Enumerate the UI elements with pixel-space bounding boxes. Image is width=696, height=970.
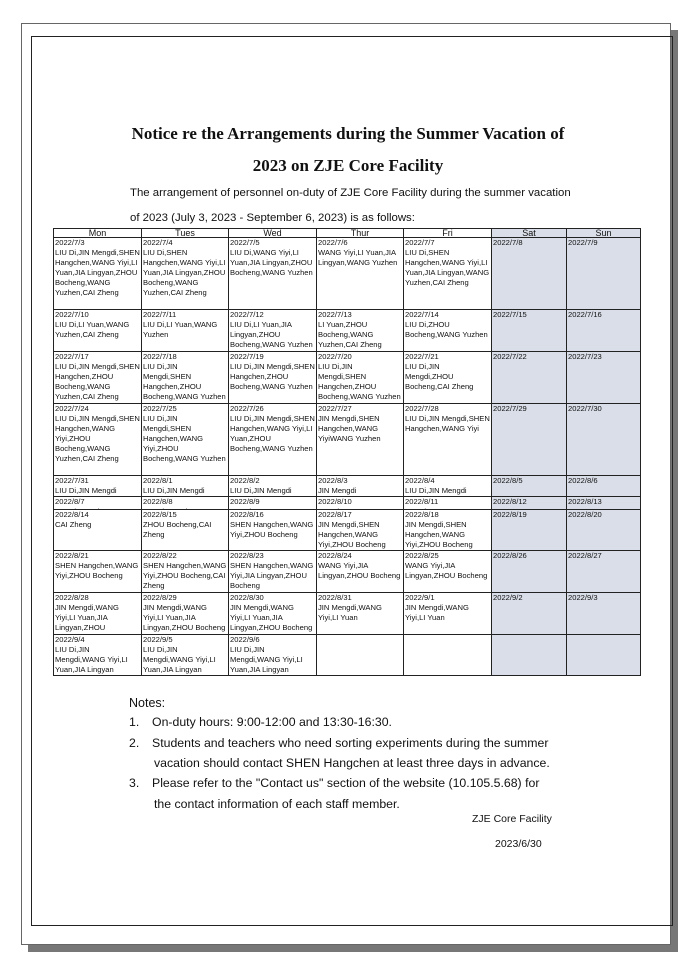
column-header-sun: Sun [567, 229, 641, 238]
cell-date: 2022/7/17 [55, 352, 89, 361]
cell-date: 2022/7/25 [143, 404, 177, 413]
cell-date: 2022/8/12 [493, 497, 527, 506]
cell-date: 2022/8/11 [405, 497, 439, 506]
cell-date: 2022/9/4 [55, 635, 85, 644]
schedule-cell [54, 635, 142, 676]
cell-date: 2022/8/5 [493, 476, 523, 485]
schedule-cell [317, 497, 404, 510]
cell-staff: LIU Di,JIN Mengdi,SHEN Hangchen,WANG Yiyi,ZHOU Bocheng,WANG Yuzhen,CAI Zheng [55, 414, 140, 463]
cell-date: 2022/7/26 [230, 404, 264, 413]
cell-date: 2022/7/28 [405, 404, 439, 413]
table-row [54, 404, 641, 476]
table-row [54, 593, 641, 635]
cell-staff [143, 507, 203, 509]
schedule-cell [404, 635, 492, 676]
table-row [54, 551, 641, 593]
schedule-cell [54, 352, 142, 404]
cell-staff: LI Yuan,ZHOU Bocheng,WANG Yuzhen,CAI Zheng [318, 320, 382, 349]
cell-staff: LIU Di,LI Yuan,WANG Yuzhen [143, 320, 218, 339]
cell-date: 2022/9/5 [143, 635, 173, 644]
schedule-cell [54, 497, 142, 510]
cell-date: 2022/8/8 [143, 497, 173, 506]
cell-date: 2022/8/9 [230, 497, 260, 506]
signature-date: 2023/6/30 [495, 838, 542, 850]
schedule-cell [54, 593, 142, 635]
signature-organization: ZJE Core Facility [472, 813, 552, 825]
cell-date: 2022/7/21 [405, 352, 439, 361]
schedule-cell [317, 635, 404, 676]
schedule-cell [567, 551, 641, 593]
table-row [54, 310, 641, 352]
schedule-cell [317, 476, 404, 497]
cell-date: 2022/8/14 [55, 510, 89, 519]
cell-date: 2022/8/2 [230, 476, 260, 485]
schedule-cell [492, 404, 567, 476]
cell-date: 2022/7/11 [143, 310, 177, 319]
schedule-cell [142, 593, 229, 635]
column-header-sat: Sat [492, 229, 567, 238]
schedule-cell [404, 310, 492, 352]
note-number: 1. [129, 715, 140, 729]
cell-date: 2022/7/10 [55, 310, 89, 319]
cell-date: 2022/7/31 [55, 476, 89, 485]
cell-staff: LIU Di,JIN Mengdi,SHEN Hangchen,WANG Yiyi,ZHOU Bocheng,WANG Yuzhen [143, 414, 226, 463]
schedule-cell [142, 510, 229, 551]
schedule-cell [54, 310, 142, 352]
table-row [54, 352, 641, 404]
cell-date: 2022/8/10 [318, 497, 352, 506]
cell-staff: JIN Mengdi,WANG Yiyi,LI Yuan [318, 603, 382, 622]
cell-date: 2022/8/19 [493, 510, 527, 519]
cell-date: 2022/7/29 [493, 404, 527, 413]
cell-date: 2022/8/24 [318, 551, 352, 560]
column-header-wed: Wed [229, 229, 317, 238]
note-text-line: Please refer to the "Contact us" section of the website (10.105.5.68) for [152, 776, 540, 790]
schedule-cell [404, 497, 492, 510]
cell-date: 2022/7/19 [230, 352, 264, 361]
cell-date: 2022/7/4 [143, 238, 173, 247]
table-header-row [54, 229, 641, 238]
table-row [54, 476, 641, 497]
cell-date: 2022/7/6 [318, 238, 348, 247]
notice-title-line-2: 2023 on ZJE Core Facility [252, 156, 444, 175]
cell-date: 2022/8/25 [405, 551, 439, 560]
cell-date: 2022/7/20 [318, 352, 352, 361]
schedule-cell [567, 593, 641, 635]
schedule-cell [142, 238, 229, 310]
cell-staff: LIU Di,LI Yuan,WANG Yuzhen,CAI Zheng [55, 320, 130, 339]
cell-staff: WANG Yiyi,LI Yuan,JIA Lingyan,WANG Yuzhen [318, 248, 398, 267]
schedule-cell [492, 310, 567, 352]
schedule-cell [404, 238, 492, 310]
cell-date: 2022/7/9 [568, 238, 598, 247]
cell-date: 2022/9/1 [405, 593, 435, 602]
schedule-cell [229, 238, 317, 310]
schedule-cell [317, 238, 404, 310]
duty-schedule-table [53, 228, 641, 676]
column-header-tues: Tues [142, 229, 229, 238]
cell-staff: JIN Mengdi,WANG Yiyi,LI Yuan,JIA Lingyan,ZHOU [55, 603, 119, 632]
note-text-line: vacation should contact SHEN Hangchen at least three days in advance. [154, 756, 550, 770]
schedule-cell [492, 635, 567, 676]
cell-date: 2022/7/23 [568, 352, 602, 361]
schedule-cell [567, 310, 641, 352]
schedule-cell [492, 510, 567, 551]
column-header-fri: Fri [404, 229, 492, 238]
cell-staff: SHEN Hangchen,WANG Yiyi,ZHOU Bocheng [230, 520, 314, 539]
note-number: 3. [129, 776, 140, 790]
schedule-cell [492, 476, 567, 497]
cell-staff: JIN Mengdi,SHEN Hangchen,WANG Yiyi,ZHOU Bocheng [318, 520, 386, 549]
cell-date: 2022/8/15 [143, 510, 177, 519]
schedule-cell [229, 551, 317, 593]
cell-staff: LIU Di,SHEN Hangchen,WANG Yiyi,LI Yuan,JIA Lingyan,ZHOU Bocheng,WANG Yuzhen,CAI Zheng [143, 248, 226, 297]
schedule-cell [229, 497, 317, 510]
schedule-cell [404, 593, 492, 635]
cell-date: 2022/7/30 [568, 404, 602, 413]
schedule-cell [229, 593, 317, 635]
cell-staff: CAI Zheng [55, 520, 92, 529]
cell-staff: WANG Yiyi,JIA Lingyan,ZHOU Bocheng [318, 561, 401, 580]
intro-line-1: The arrangement of personnel on-duty of ZJE Core Facility during the summer vacation [130, 187, 571, 199]
cell-staff: JIN Mengdi [318, 486, 357, 495]
cell-staff: LIU Di,JIN Mengdi,SHEN Hangchen,WANG Yiyi [405, 414, 490, 433]
intro-line-2: of 2023 (July 3, 2023 - September 6, 2023) is as follows: [130, 212, 415, 224]
note-text-line: On-duty hours: 9:00-12:00 and 13:30-16:30. [152, 715, 392, 729]
schedule-cell [142, 310, 229, 352]
table-row [54, 497, 641, 510]
cell-staff: LIU Di,JIN Mengdi,WANG Yiyi,LI Yuan,JIA Lingyan [55, 645, 128, 674]
cell-date: 2022/8/31 [318, 593, 352, 602]
cell-date: 2022/8/6 [568, 476, 598, 485]
cell-date: 2022/8/23 [230, 551, 264, 560]
cell-staff: LIU Di,LI Yuan,JIA Lingyan,ZHOU Bocheng,WANG Yuzhen [230, 320, 313, 349]
schedule-cell [229, 476, 317, 497]
schedule-cell [317, 310, 404, 352]
schedule-cell [317, 510, 404, 551]
schedule-cell [229, 310, 317, 352]
cell-date: 2022/7/13 [318, 310, 352, 319]
schedule-cell [567, 352, 641, 404]
cell-staff: SHEN Hangchen,WANG Yiyi,JIA Lingyan,ZHOU Bocheng [230, 561, 314, 590]
cell-staff: LIU Di,WANG Yiyi,LI Yuan,JIA Lingyan,ZHOU Bocheng,WANG Yuzhen [230, 248, 313, 277]
schedule-cell [317, 352, 404, 404]
schedule-cell [567, 510, 641, 551]
cell-date: 2022/7/12 [230, 310, 264, 319]
cell-date: 2022/7/15 [493, 310, 527, 319]
cell-date: 2022/7/3 [55, 238, 85, 247]
cell-date: 2022/8/1 [143, 476, 173, 485]
cell-date: 2022/8/26 [493, 551, 527, 560]
cell-date: 2022/8/29 [143, 593, 177, 602]
schedule-cell [404, 352, 492, 404]
schedule-cell [54, 404, 142, 476]
cell-staff [318, 507, 354, 509]
cell-date: 2022/8/30 [230, 593, 264, 602]
schedule-cell [142, 551, 229, 593]
cell-date: 2022/9/2 [493, 593, 523, 602]
cell-date: 2022/8/17 [318, 510, 352, 519]
cell-date: 2022/7/24 [55, 404, 89, 413]
note-number: 2. [129, 736, 140, 750]
cell-date: 2022/8/28 [55, 593, 89, 602]
cell-staff: LIU Di,JIN Mengdi [143, 486, 205, 495]
cell-staff: JIN Mengdi,WANG Yiyi,LI Yuan,JIA Lingyan,ZHOU Bocheng [143, 603, 226, 632]
cell-staff [55, 507, 115, 509]
schedule-cell [317, 551, 404, 593]
schedule-cell [567, 238, 641, 310]
schedule-cell [567, 635, 641, 676]
schedule-cell [567, 404, 641, 476]
cell-date: 2022/7/27 [318, 404, 352, 413]
notice-title-line-1: Notice re the Arrangements during the Summer Vacation of [131, 124, 565, 143]
schedule-cell [142, 476, 229, 497]
schedule-cell [404, 551, 492, 593]
schedule-cell [142, 635, 229, 676]
cell-staff: JIN Mengdi,WANG Yiyi,LI Yuan,JIA Lingyan,ZHOU Bocheng [230, 603, 313, 632]
cell-date: 2022/7/8 [493, 238, 523, 247]
cell-staff: LIU Di,JIN Mengdi,WANG Yiyi,LI Yuan,JIA Lingyan [230, 645, 303, 674]
schedule-cell [229, 352, 317, 404]
cell-date: 2022/8/22 [143, 551, 177, 560]
cell-date: 2022/8/27 [568, 551, 602, 560]
schedule-cell [492, 352, 567, 404]
cell-date: 2022/9/3 [568, 593, 598, 602]
cell-staff: LIU Di,JIN Mengdi [55, 486, 117, 495]
table-row [54, 510, 641, 551]
cell-staff: JIN Mengdi,SHEN Hangchen,WANG YiyiWANG Yuzhen [318, 414, 381, 443]
cell-staff: SHEN Hangchen,WANG Yiyi,ZHOU Bocheng [55, 561, 139, 580]
cell-date: 2022/8/3 [318, 476, 348, 485]
cell-date: 2022/8/18 [405, 510, 439, 519]
cell-staff: LIU Di,SHEN Hangchen,WANG Yiyi,LI Yuan,JIA Lingyan,WANG Yuzhen,CAI Zheng [405, 248, 490, 287]
table-row [54, 238, 641, 310]
cell-staff: JIN Mengdi,SHEN Hangchen,WANG Yiyi,ZHOU Bocheng [405, 520, 473, 549]
cell-staff: LIU Di,JIN Mengdi,ZHOU Bocheng,CAI Zheng [405, 362, 474, 391]
cell-staff [405, 507, 441, 509]
schedule-cell [229, 510, 317, 551]
cell-date: 2022/8/16 [230, 510, 264, 519]
column-header-thur: Thur [317, 229, 404, 238]
schedule-cell [404, 510, 492, 551]
schedule-cell [492, 497, 567, 510]
cell-staff: LIU Di,JIN Mengdi [230, 486, 292, 495]
cell-date: 2022/7/18 [143, 352, 177, 361]
cell-staff [230, 507, 266, 509]
schedule-cell [229, 404, 317, 476]
cell-date: 2022/7/22 [493, 352, 527, 361]
schedule-cell [54, 476, 142, 497]
table-row [54, 635, 641, 676]
cell-date: 2022/8/20 [568, 510, 602, 519]
cell-date: 2022/8/21 [55, 551, 89, 560]
cell-staff: JIN Mengdi,WANG Yiyi,LI Yuan [405, 603, 469, 622]
column-header-mon: Mon [54, 229, 142, 238]
schedule-cell [229, 635, 317, 676]
cell-date: 2022/8/4 [405, 476, 435, 485]
schedule-cell [317, 404, 404, 476]
note-text-line: Students and teachers who need sorting experiments during the summer [152, 736, 549, 750]
schedule-cell [54, 551, 142, 593]
schedule-cell [404, 404, 492, 476]
schedule-cell [54, 238, 142, 310]
schedule-cell [567, 476, 641, 497]
notes-title: Notes: [129, 696, 166, 710]
schedule-cell [404, 476, 492, 497]
cell-staff: LIU Di,JIN Mengdi,WANG Yiyi,LI Yuan,JIA Lingyan [143, 645, 216, 674]
cell-date: 2022/7/16 [568, 310, 602, 319]
cell-staff: LIU Di,JIN Mengdi,SHEN Hangchen,ZHOU Bocheng,WANG Yuzhen [143, 362, 226, 401]
schedule-cell [142, 404, 229, 476]
schedule-cell [492, 238, 567, 310]
schedule-cell [567, 497, 641, 510]
cell-date: 2022/7/7 [405, 238, 435, 247]
cell-staff: LIU Di,JIN Mengdi,SHEN Hangchen,ZHOU Bocheng,WANG Yuzhen [318, 362, 401, 401]
schedule-cell [492, 551, 567, 593]
cell-staff: ZHOU Bocheng,CAI Zheng [143, 520, 212, 539]
cell-staff: WANG Yiyi,JIA Lingyan,ZHOU Bocheng [405, 561, 488, 580]
cell-date: 2022/7/14 [405, 310, 439, 319]
cell-staff: LIU Di,ZHOU Bocheng,WANG Yuzhen [405, 320, 488, 339]
cell-staff: LIU Di,JIN Mengdi [405, 486, 467, 495]
schedule-cell [54, 510, 142, 551]
cell-staff: LIU Di,JIN Mengdi,SHEN Hangchen,ZHOU Bocheng,WANG Yuzhen,CAI Zheng [55, 362, 140, 401]
cell-staff: LIU Di,JIN Mengdi,SHEN Hangchen,ZHOU Bocheng,WANG Yuzhen [230, 362, 315, 391]
cell-date: 2022/9/6 [230, 635, 260, 644]
schedule-cell [317, 593, 404, 635]
cell-date: 2022/8/13 [568, 497, 602, 506]
cell-staff: LIU Di,JIN Mengdi,SHEN Hangchen,WANG Yiyi,LI Yuan,JIA Lingyan,ZHOU Bocheng,WANG Yuzhen,CAI Zheng [55, 248, 140, 297]
cell-date: 2022/8/7 [55, 497, 85, 506]
cell-staff: LIU Di,JIN Mengdi,SHEN Hangchen,WANG Yiyi,LI Yuan,ZHOU Bocheng,WANG Yuzhen [230, 414, 315, 453]
schedule-cell [142, 352, 229, 404]
cell-staff: SHEN Hangchen,WANG Yiyi,ZHOU Bocheng,CAI Zheng [143, 561, 227, 590]
schedule-cell [142, 497, 229, 510]
cell-date: 2022/7/5 [230, 238, 260, 247]
schedule-cell [492, 593, 567, 635]
note-text-line: the contact information of each staff member. [154, 797, 400, 811]
